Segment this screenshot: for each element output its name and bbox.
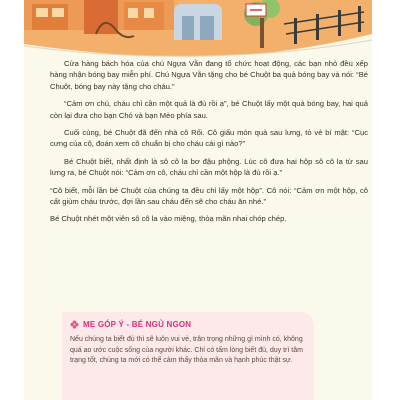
flower-icon — [70, 320, 79, 329]
tip-heading — [70, 320, 191, 329]
tip-body — [70, 335, 306, 367]
story-paragraph: “Cảm ơn chú, cháu chỉ cần một quả là đủ rồi ạ”, bé Chuột lấy một quả bóng bay, hai quả còn lại đưa cho bạn Chó và bạn Mèo phía sau. — [50, 99, 368, 120]
story-text — [50, 58, 368, 231]
book-page — [24, 0, 372, 400]
story-paragraph: Cửa hàng bách hóa của chú Ngựa Vằn đang tổ chức hoạt động, các bạn nhỏ đều xếp hàng nhận bóng bay miễn phí. Chú Ngựa Vằn tặng cho bé Chuột ba quả bóng bay và nói: “Bé Chuột, bóng bay này tặng cho cháu.” — [50, 59, 368, 91]
street-illustration — [24, 0, 372, 60]
story-paragraph: Bé Chuột nhét một viên sô cô la vào miệng, thỏa mãn nhai chóp chép. — [50, 214, 287, 224]
tip-paragraph: Nếu chúng ta biết đủ thì sẽ luôn vui vẻ, trân trọng những gì mình có, không quá ao ước cuộc sống của người khác. Chỉ có tấm lòng biết đủ, duy trì tâm trạng tốt, chúng ta mới có thể cảm thấy thỏa mãn và hạnh phúc thật sự. — [70, 336, 303, 365]
story-paragraph: “Cô biết, mỗi lần bé Chuột của chúng ta đều chỉ lấy một hộp”. Cô nói: “Cảm ơn một hộp, cô cất giùm cháu trước, đợi lần sau cháu đến sẽ cho cháu ăn nhé.” — [50, 185, 368, 207]
story-paragraph: Bé Chuột biết, nhất định là sô cô la bơ đậu phộng. Lúc cô đưa hai hộp sô cô la từ sau lưng ra, bé Chuột nói: “Cảm ơn cô, cháu chỉ cần một hộp là đủ rồi ạ.” — [50, 156, 368, 178]
story-paragraph: Cuối cùng, bé Chuột đã đến nhà cô Rối. Cô giấu món quà sau lưng, tỏ vẻ bí mật: “Cục cưng của cô, đoán xem cô chuẩn bị cho cháu cái gì nào?” — [50, 128, 368, 149]
parent-tip-box — [62, 312, 314, 400]
tip-heading-text: MẸ GÓP Ý - BÉ NGỦ NGON — [83, 320, 192, 329]
